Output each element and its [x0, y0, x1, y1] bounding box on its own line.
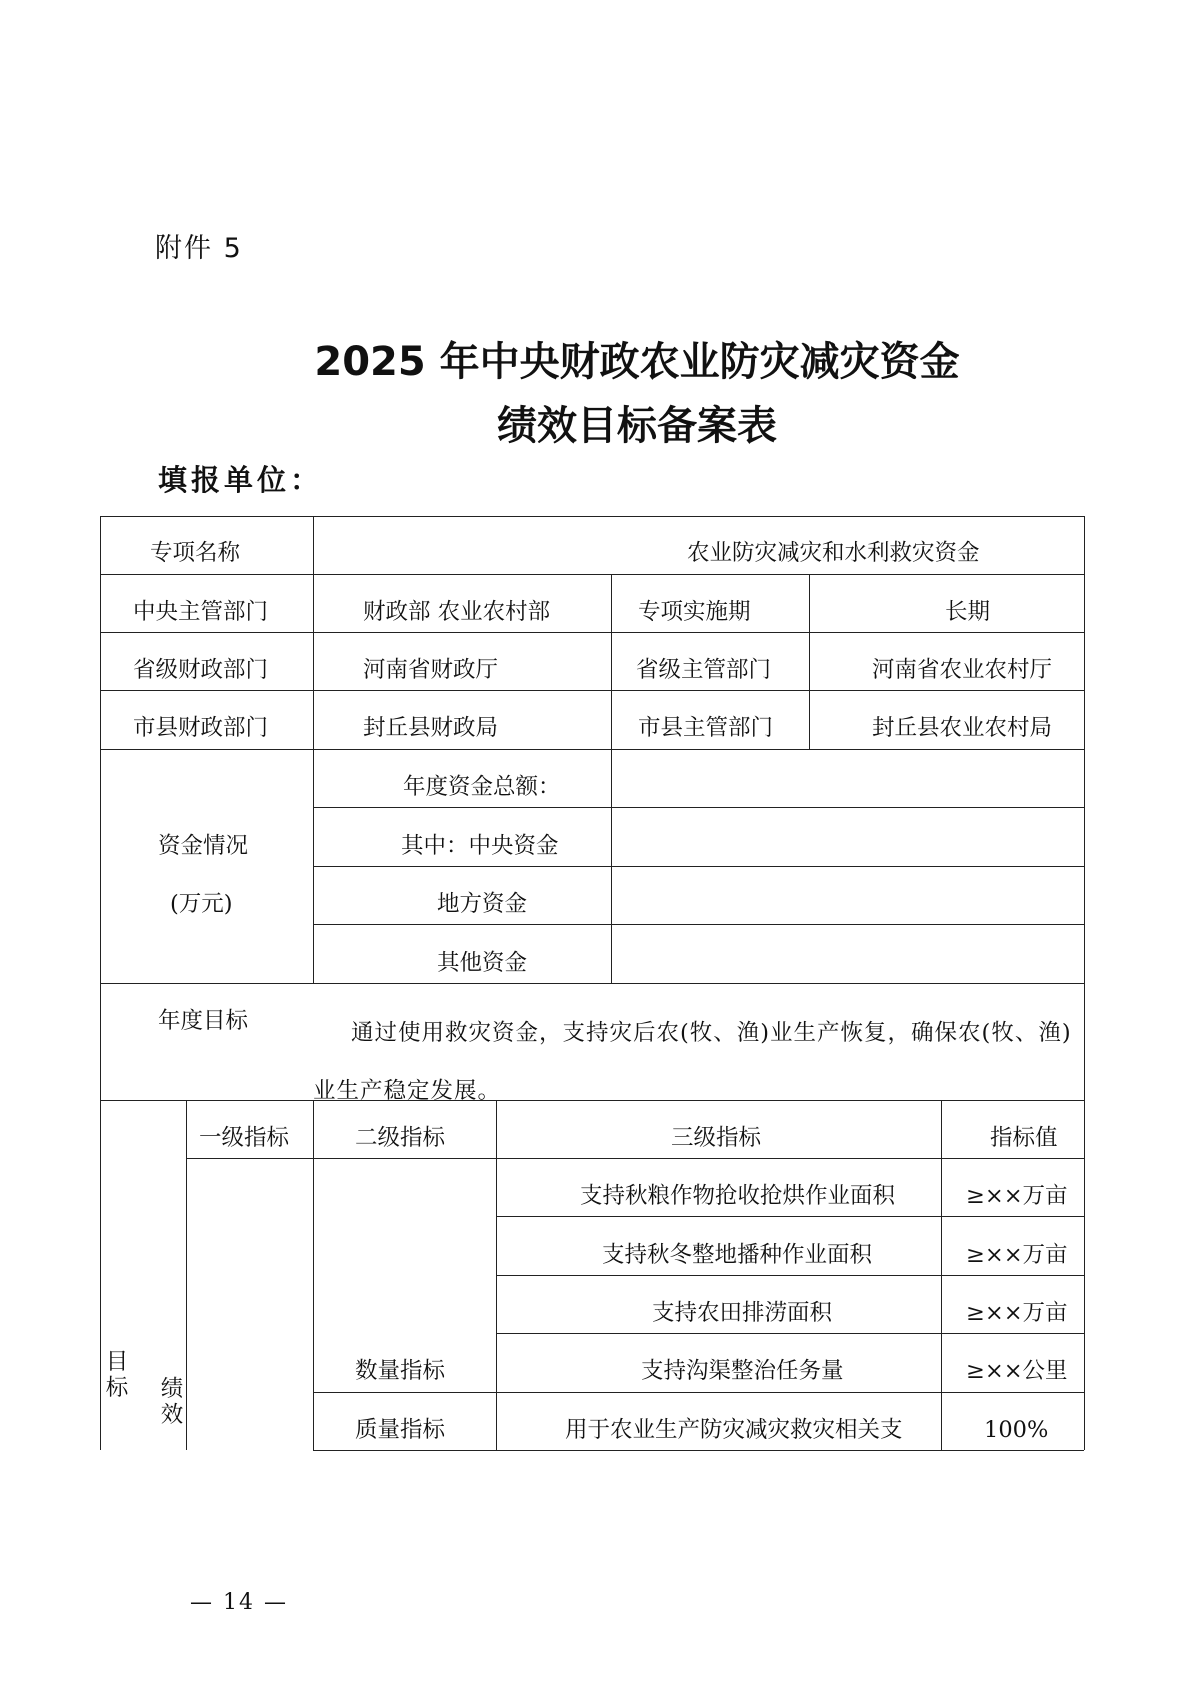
document-title-line2: 绩效目标备案表 [497, 403, 777, 449]
county-finance-label: 市县财政部门 [133, 715, 269, 741]
indicator-1-value: ≥××万亩 [966, 1183, 1068, 1209]
side-label-target: 目标 [105, 1349, 129, 1401]
prov-admin-label: 省级主管部门 [636, 657, 772, 683]
indicator-2-name: 支持秋冬整地播种作业面积 [602, 1242, 873, 1268]
funds-unit: (万元) [170, 891, 233, 917]
col-value-header: 指标值 [990, 1125, 1058, 1151]
annual-goal-label: 年度目标 [158, 1008, 249, 1034]
col-level1-header: 一级指标 [199, 1125, 290, 1151]
annual-goal-text: 通过使用救灾资金，支持灾后农(牧、渔)业生产恢复，确保农(牧、渔)业生产稳定发展。 [313, 1020, 1072, 1104]
central-dept-value: 财政部 农业农村部 [363, 599, 551, 625]
central-dept-label: 中央主管部门 [133, 599, 269, 625]
funds-central-label: 其中：中央资金 [401, 833, 559, 859]
county-finance-value: 封丘县财政局 [363, 715, 499, 741]
attachment-label: 附件 5 [155, 233, 243, 264]
funds-total-label: 年度资金总额： [403, 774, 561, 800]
funds-local-label: 地方资金 [437, 891, 528, 917]
indicator-1-name: 支持秋粮作物抢收抢烘作业面积 [580, 1183, 896, 1209]
prov-admin-value: 河南省农业农村厅 [872, 657, 1053, 683]
col-level2-header: 二级指标 [355, 1125, 446, 1151]
indicator-3-name: 支持农田排涝面积 [652, 1300, 833, 1326]
indicator-5-value: 100% [984, 1417, 1049, 1443]
document-title-line1: 2025 年中央财政农业防灾减灾资金 [314, 339, 960, 385]
quality-indicator-label: 质量指标 [355, 1417, 446, 1443]
prov-finance-label: 省级财政部门 [133, 657, 269, 683]
indicator-4-name: 支持沟渠整治任务量 [641, 1358, 844, 1384]
page-number: — 14 — [190, 1590, 288, 1615]
period-value: 长期 [945, 599, 991, 625]
side-label-performance: 绩效 [160, 1376, 184, 1428]
project-name-value: 农业防灾减灾和水利救灾资金 [687, 540, 980, 566]
county-admin-value: 封丘县农业农村局 [872, 715, 1053, 741]
funds-other-label: 其他资金 [437, 950, 528, 976]
filler-unit-label: 填报单位： [158, 463, 324, 497]
indicator-2-value: ≥××万亩 [966, 1242, 1068, 1268]
col-level3-header: 三级指标 [671, 1125, 762, 1151]
indicator-5-name: 用于农业生产防灾减灾救灾相关支 [565, 1417, 903, 1443]
funds-label: 资金情况 [158, 833, 249, 859]
period-label: 专项实施期 [638, 599, 751, 625]
indicator-4-value: ≥××公里 [966, 1358, 1068, 1384]
quantity-indicator-label: 数量指标 [355, 1358, 446, 1384]
indicator-3-value: ≥××万亩 [966, 1300, 1068, 1326]
county-admin-label: 市县主管部门 [638, 715, 774, 741]
prov-finance-value: 河南省财政厅 [363, 657, 499, 683]
project-name-label: 专项名称 [150, 540, 241, 566]
